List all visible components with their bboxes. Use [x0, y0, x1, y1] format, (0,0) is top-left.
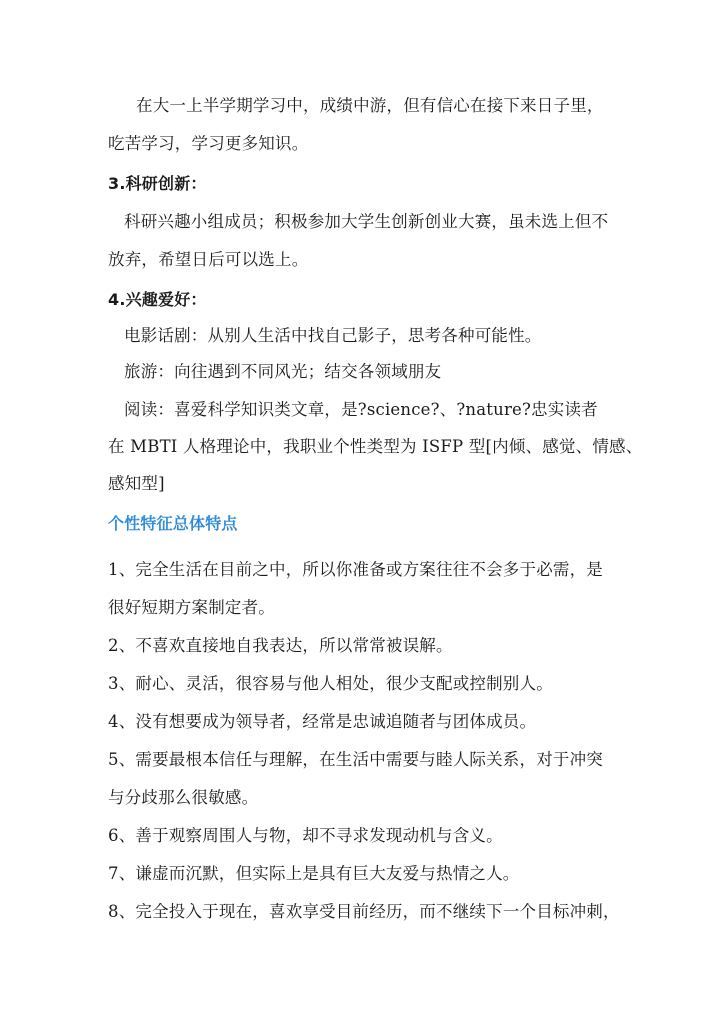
hobby-item-reading: 阅读：喜爱科学知识类文章，是?science?、?nature?忠实读者 [124, 400, 598, 419]
hobby-item-movies: 电影话剧：从别人生活中找自己影子，思考各种可能性。 [124, 326, 542, 345]
mbti-line-2: 感知型] [108, 474, 165, 493]
trait-line: 6、善于观察周围人与物，却不寻求发现动机与含义。 [108, 826, 503, 845]
trait-line: 5、需要最根本信任与理解，在生活中需要与睦人际关系，对于冲突 [108, 750, 603, 769]
trait-line: 8、完全投入于现在，喜欢享受目前经历，而不继续下一个目标冲刺， [108, 902, 620, 921]
trait-line: 2、不喜欢直接地自我表达，所以常常被误解。 [108, 636, 453, 655]
trait-line: 3、耐心、灵活，很容易与他人相处，很少支配或控制别人。 [108, 674, 553, 693]
research-heading: 3.科研创新： [108, 174, 207, 193]
trait-line: 1、完全生活在目前之中，所以你准备或方案往往不会多于必需，是 [108, 560, 603, 579]
trait-line: 7、谦虚而沉默，但实际上是具有巨大友爱与热情之人。 [108, 864, 520, 883]
hobby-item-travel: 旅游：向往遇到不同风光；结交各领域朋友 [124, 362, 442, 381]
research-line-2: 放弃，希望日后可以选上。 [108, 250, 309, 269]
trait-line: 与分歧那么很敏感。 [108, 788, 259, 807]
hobbies-heading: 4.兴趣爱好： [108, 290, 207, 309]
traits-section-title: 个性特征总体特点 [108, 514, 238, 533]
research-line-1: 科研兴趣小组成员；积极参加大学生创新创业大赛，虽未选上但不 [124, 212, 609, 231]
mbti-line-1: 在 MBTI 人格理论中，我职业个性类型为 ISFP 型[内倾、感觉、情感、 [108, 437, 643, 456]
intro-line-1: 在大一上半学期学习中，成绩中游，但有信心在接下来日子里， [136, 96, 604, 115]
trait-line: 4、没有想要成为领导者，经常是忠诚追随者与团体成员。 [108, 712, 537, 731]
intro-line-2: 吃苦学习，学习更多知识。 [108, 134, 309, 153]
trait-line: 很好短期方案制定者。 [108, 598, 275, 617]
